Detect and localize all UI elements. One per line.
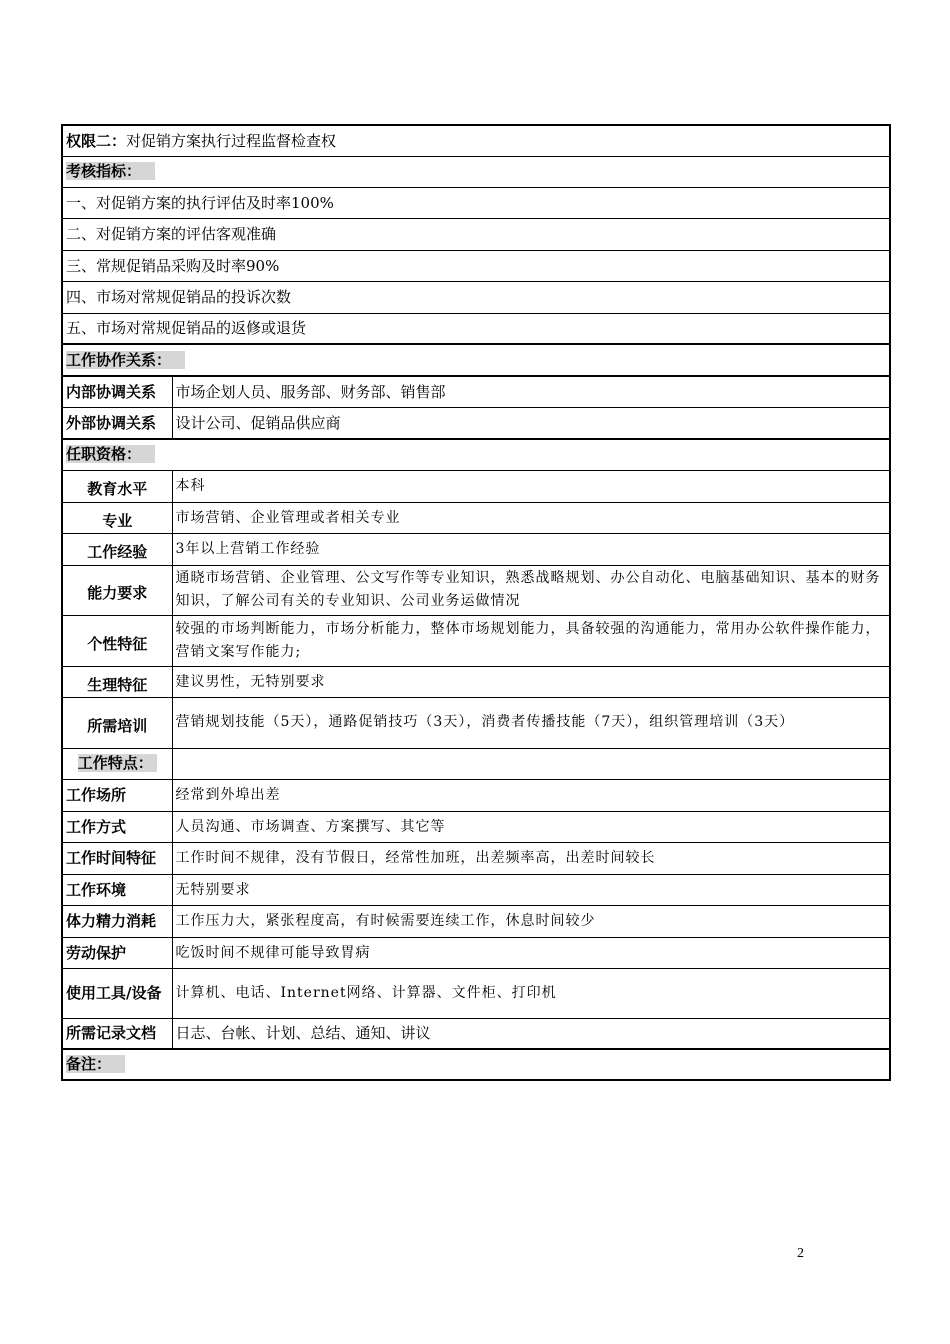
features-label: 使用工具/设备 (62, 968, 172, 1018)
cooperation-title-row (62, 344, 890, 376)
features-row (62, 905, 890, 937)
features-value: 无特别要求 (172, 874, 890, 905)
kpi-item-text: 三、常规促销品采购及时率90% (62, 250, 890, 281)
features-value: 工作压力大，紧张程度高，有时候需要连续工作，休息时间较少 (172, 905, 890, 937)
qualification-value: 本科 (172, 470, 890, 502)
qualification-row (62, 502, 890, 533)
features-value: 计算机、电话、Internet网络、计算器、文件柜、打印机 (172, 968, 890, 1018)
features-value: 吃饭时间不规律可能导致胃病 (172, 937, 890, 968)
qualification-row (62, 697, 890, 748)
kpi-title-row (62, 156, 890, 187)
qualification-label: 能力要求 (62, 565, 172, 615)
features-row (62, 779, 890, 811)
qualification-value: 市场营销、企业管理或者相关专业 (172, 502, 890, 533)
qualification-value: 通晓市场营销、企业管理、公文写作等专业知识，熟悉战略规划、办公自动化、电脑基础知识、基本的财务知识，了解公司有关的专业知识、公司业务运做情况 (172, 565, 890, 615)
kpi-item-3 (62, 250, 890, 281)
features-row (62, 968, 890, 1018)
features-label: 工作时间特征 (62, 842, 172, 874)
features-row (62, 811, 890, 842)
qualification-row (62, 666, 890, 697)
cooperation-section-title: 工作协作关系： (66, 351, 185, 369)
cooperation-value: 设计公司、促销品供应商 (172, 407, 890, 439)
kpi-section-title: 考核指标： (66, 162, 155, 180)
qualification-value: 较强的市场判断能力，市场分析能力，整体市场规划能力，具备较强的沟通能力，常用办公软件操作能力，营销文案写作能力; (172, 615, 890, 666)
qualification-row (62, 533, 890, 565)
qualification-row (62, 470, 890, 502)
kpi-item-text: 四、市场对常规促销品的投诉次数 (62, 281, 890, 313)
kpi-item-1 (62, 187, 890, 218)
qualification-row (62, 565, 890, 615)
qualification-label: 个性特征 (62, 615, 172, 666)
cooperation-label: 外部协调关系 (62, 407, 172, 439)
features-row (62, 842, 890, 874)
kpi-item-2 (62, 218, 890, 250)
kpi-item-text: 五、市场对常规促销品的返修或退货 (62, 313, 890, 344)
qualification-title-row (62, 439, 890, 470)
features-row (62, 1018, 890, 1049)
remarks-title: 备注： (66, 1055, 125, 1073)
qualification-value: 建议男性，无特别要求 (172, 666, 890, 697)
qualification-label: 工作经验 (62, 533, 172, 565)
features-value: 日志、台帐、计划、总结、通知、讲议 (172, 1018, 890, 1049)
kpi-item-text: 一、对促销方案的执行评估及时率100% (62, 187, 890, 218)
qualification-label: 教育水平 (62, 470, 172, 502)
qualification-section-title: 任职资格： (66, 445, 155, 463)
cooperation-value: 市场企划人员、服务部、财务部、销售部 (172, 376, 890, 407)
features-value: 人员沟通、市场调查、方案撰写、其它等 (172, 811, 890, 842)
page-number: 2 (797, 1246, 804, 1261)
remarks-row (62, 1049, 890, 1080)
kpi-item-text: 二、对促销方案的评估客观准确 (62, 218, 890, 250)
features-label: 所需记录文档 (62, 1018, 172, 1049)
features-label: 工作场所 (62, 779, 172, 811)
cooperation-label: 内部协调关系 (62, 376, 172, 407)
qualification-row (62, 615, 890, 666)
features-label: 工作方式 (62, 811, 172, 842)
kpi-item-5 (62, 313, 890, 344)
features-value: 工作时间不规律，没有节假日，经常性加班，出差频率高，出差时间较长 (172, 842, 890, 874)
authority-label: 权限二： (66, 131, 127, 150)
features-label: 体力精力消耗 (62, 905, 172, 937)
qualification-label: 生理特征 (62, 666, 172, 697)
features-section-title: 工作特点： (78, 754, 157, 772)
features-row (62, 937, 890, 968)
qualification-value: 营销规划技能（5天），通路促销技巧（3天），消费者传播技能（7天），组织管理培训（3天） (172, 697, 890, 748)
features-title-row (62, 748, 890, 779)
qualification-value: 3年以上营销工作经验 (172, 533, 890, 565)
features-label: 工作环境 (62, 874, 172, 905)
features-row (62, 874, 890, 905)
cooperation-row-external (62, 407, 890, 439)
features-value: 经常到外埠出差 (172, 779, 890, 811)
qualification-label: 专业 (62, 502, 172, 533)
job-description-table (61, 124, 891, 1081)
qualification-label: 所需培训 (62, 697, 172, 748)
kpi-item-4 (62, 281, 890, 313)
authority-row (62, 125, 890, 156)
features-label: 劳动保护 (62, 937, 172, 968)
authority-text: 对促销方案执行过程监督检查权 (126, 131, 337, 150)
cooperation-row-internal (62, 376, 890, 407)
